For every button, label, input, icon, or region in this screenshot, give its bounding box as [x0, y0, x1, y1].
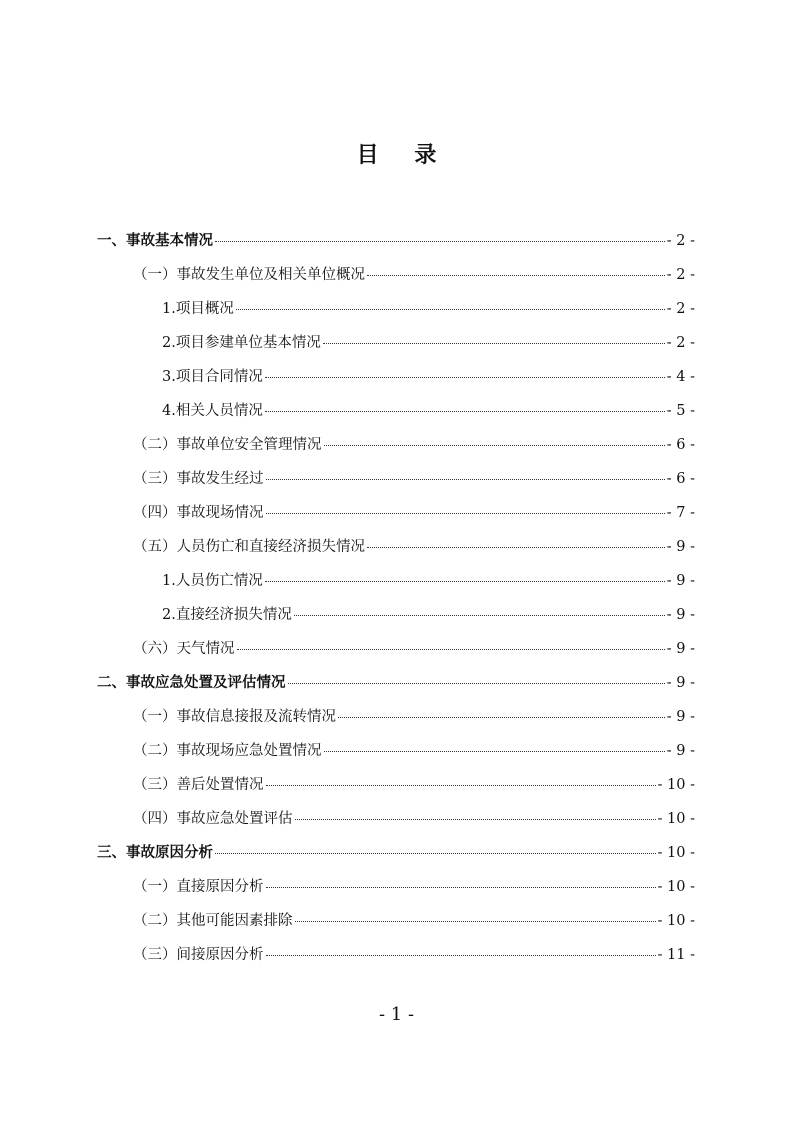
toc-dot-leader [295, 921, 656, 922]
toc-entry-label: 4.相关人员情况 [162, 403, 263, 419]
toc-dot-leader [367, 275, 665, 276]
toc-entry-label: （二）事故现场应急处置情况 [133, 743, 322, 759]
table-of-contents [97, 224, 695, 972]
toc-dot-leader [323, 343, 665, 344]
toc-entry-label: （二）其他可能因素排除 [133, 913, 293, 929]
toc-entry-label: 2.项目参建单位基本情况 [162, 335, 321, 351]
toc-entry-page-number: - 10 - [657, 845, 695, 861]
toc-entry-label: （四）事故现场情况 [133, 505, 264, 521]
toc-dot-leader [265, 377, 665, 378]
toc-entry-label: （三）间接原因分析 [133, 947, 264, 963]
toc-entry-page-number: - 2 - [666, 233, 695, 249]
toc-entry-page-number: - 10 - [657, 811, 695, 827]
toc-dot-leader [367, 547, 665, 548]
toc-entry-page-number: - 7 - [666, 505, 695, 521]
toc-entry-label: （三）事故发生经过 [133, 471, 264, 487]
toc-entry-page-number: - 2 - [666, 267, 695, 283]
toc-entry-page-number: - 2 - [666, 301, 695, 317]
toc-entry[interactable] [97, 598, 695, 632]
toc-entry-page-number: - 9 - [666, 573, 695, 589]
toc-entry[interactable] [97, 768, 695, 802]
toc-entry-label: （二）事故单位安全管理情况 [133, 437, 322, 453]
toc-entry[interactable] [97, 496, 695, 530]
toc-entry-page-number: - 9 - [666, 675, 695, 691]
toc-entry[interactable] [97, 836, 695, 870]
toc-entry-page-number: - 2 - [666, 335, 695, 351]
toc-dot-leader [215, 241, 665, 242]
toc-dot-leader [215, 853, 656, 854]
toc-dot-leader [338, 717, 665, 718]
toc-entry-label: （六）天气情况 [133, 641, 235, 657]
toc-dot-leader [266, 785, 656, 786]
toc-entry-page-number: - 4 - [666, 369, 695, 385]
toc-entry[interactable] [97, 938, 695, 972]
toc-entry-label: 二、事故应急处置及评估情况 [97, 675, 286, 691]
toc-entry[interactable] [97, 394, 695, 428]
toc-dot-leader [266, 887, 656, 888]
toc-entry-label: （三）善后处置情况 [133, 777, 264, 793]
toc-entry[interactable] [97, 224, 695, 258]
toc-entry-label: 1.人员伤亡情况 [162, 573, 263, 589]
toc-entry[interactable] [97, 564, 695, 598]
toc-entry[interactable] [97, 870, 695, 904]
toc-entry[interactable] [97, 530, 695, 564]
toc-entry[interactable] [97, 734, 695, 768]
toc-entry[interactable] [97, 462, 695, 496]
toc-dot-leader [324, 751, 665, 752]
toc-entry-page-number: - 9 - [666, 607, 695, 623]
toc-entry[interactable] [97, 326, 695, 360]
toc-entry-page-number: - 11 - [657, 947, 695, 963]
toc-entry[interactable] [97, 904, 695, 938]
toc-entry-page-number: - 9 - [666, 743, 695, 759]
toc-entry[interactable] [97, 700, 695, 734]
toc-entry[interactable] [97, 360, 695, 394]
toc-entry[interactable] [97, 666, 695, 700]
toc-entry-page-number: - 10 - [657, 913, 695, 929]
toc-entry-page-number: - 9 - [666, 641, 695, 657]
toc-entry[interactable] [97, 802, 695, 836]
toc-dot-leader [265, 411, 665, 412]
toc-dot-leader [266, 479, 665, 480]
toc-entry-label: 1.项目概况 [162, 301, 234, 317]
toc-entry-page-number: - 10 - [657, 777, 695, 793]
toc-entry-page-number: - 9 - [666, 539, 695, 555]
toc-entry-page-number: - 9 - [666, 709, 695, 725]
toc-entry-page-number: - 6 - [666, 471, 695, 487]
toc-dot-leader [288, 683, 665, 684]
toc-entry-label: （一）事故发生单位及相关单位概况 [133, 267, 365, 283]
toc-entry-label: 三、事故原因分析 [97, 845, 213, 861]
toc-entry-label: （一）直接原因分析 [133, 879, 264, 895]
toc-entry-label: （一）事故信息接报及流转情况 [133, 709, 336, 725]
toc-entry-label: （四）事故应急处置评估 [133, 811, 293, 827]
toc-dot-leader [266, 513, 665, 514]
toc-entry-page-number: - 5 - [666, 403, 695, 419]
toc-entry-label: 2.直接经济损失情况 [162, 607, 292, 623]
toc-entry-label: 3.项目合同情况 [162, 369, 263, 385]
toc-dot-leader [294, 615, 665, 616]
toc-dot-leader [237, 649, 665, 650]
toc-entry-page-number: - 6 - [666, 437, 695, 453]
toc-entry[interactable] [97, 292, 695, 326]
toc-entry[interactable] [97, 258, 695, 292]
toc-entry[interactable] [97, 428, 695, 462]
toc-dot-leader [295, 819, 656, 820]
toc-dot-leader [324, 445, 665, 446]
page-number-footer: - 1 - [378, 1004, 415, 1025]
toc-entry[interactable] [97, 632, 695, 666]
toc-entry-label: （五）人员伤亡和直接经济损失情况 [133, 539, 365, 555]
toc-dot-leader [236, 309, 665, 310]
toc-dot-leader [265, 581, 665, 582]
toc-entry-page-number: - 10 - [657, 879, 695, 895]
page-title: 目 录 [356, 143, 451, 168]
toc-entry-label: 一、事故基本情况 [97, 233, 213, 249]
toc-dot-leader [266, 955, 656, 956]
